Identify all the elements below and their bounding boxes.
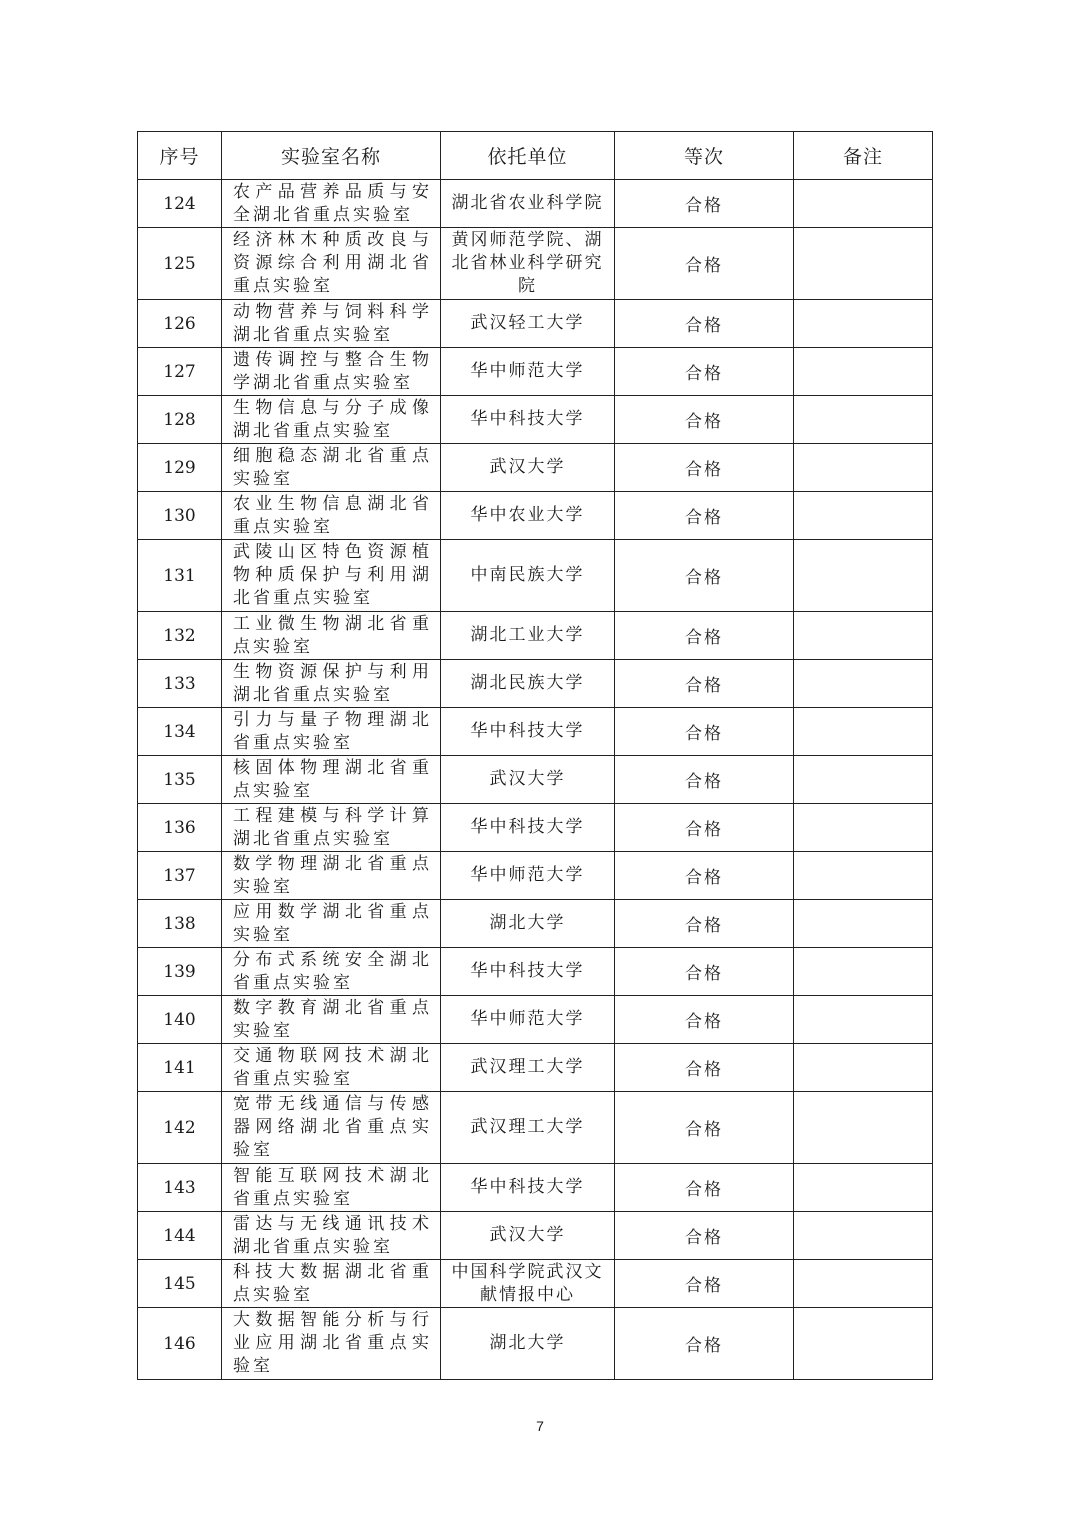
table-row	[138, 948, 933, 996]
cell-grade: 合格	[615, 1164, 794, 1212]
cell-remarks	[794, 396, 933, 444]
table-row	[138, 612, 933, 660]
cell-grade: 合格	[615, 1308, 794, 1380]
cell-host-unit: 华中科技大学	[441, 1164, 615, 1212]
cell-grade: 合格	[615, 852, 794, 900]
table-row	[138, 1092, 933, 1164]
cell-remarks	[794, 1260, 933, 1308]
cell-lab-name: 引力与量子物理湖北省重点实验室	[222, 708, 441, 756]
table-row	[138, 1260, 933, 1308]
table-body	[138, 180, 933, 1380]
cell-host-unit: 中南民族大学	[441, 540, 615, 612]
cell-lab-name: 智能互联网技术湖北省重点实验室	[222, 1164, 441, 1212]
cell-grade: 合格	[615, 804, 794, 852]
cell-serial-number: 143	[138, 1164, 222, 1212]
cell-lab-name: 交通物联网技术湖北省重点实验室	[222, 1044, 441, 1092]
cell-host-unit: 武汉轻工大学	[441, 300, 615, 348]
cell-grade: 合格	[615, 300, 794, 348]
cell-serial-number: 145	[138, 1260, 222, 1308]
cell-host-unit: 华中师范大学	[441, 348, 615, 396]
table-row	[138, 228, 933, 300]
table-row	[138, 540, 933, 612]
table-row	[138, 492, 933, 540]
lab-evaluation-table	[137, 131, 933, 1380]
cell-remarks	[794, 540, 933, 612]
header-grade: 等次	[615, 132, 794, 180]
cell-grade: 合格	[615, 660, 794, 708]
cell-grade: 合格	[615, 1044, 794, 1092]
cell-remarks	[794, 948, 933, 996]
cell-grade: 合格	[615, 348, 794, 396]
cell-remarks	[794, 1212, 933, 1260]
table-row	[138, 1212, 933, 1260]
cell-remarks	[794, 852, 933, 900]
cell-grade: 合格	[615, 180, 794, 228]
cell-grade: 合格	[615, 756, 794, 804]
cell-lab-name: 应用数学湖北省重点实验室	[222, 900, 441, 948]
cell-host-unit: 黄冈师范学院、湖北省林业科学研究院	[441, 228, 615, 300]
cell-host-unit: 湖北省农业科学院	[441, 180, 615, 228]
cell-serial-number: 128	[138, 396, 222, 444]
table-row	[138, 396, 933, 444]
cell-grade: 合格	[615, 540, 794, 612]
cell-lab-name: 工程建模与科学计算湖北省重点实验室	[222, 804, 441, 852]
cell-serial-number: 136	[138, 804, 222, 852]
cell-lab-name: 生物资源保护与利用湖北省重点实验室	[222, 660, 441, 708]
cell-remarks	[794, 1164, 933, 1212]
cell-host-unit: 华中师范大学	[441, 852, 615, 900]
cell-serial-number: 133	[138, 660, 222, 708]
cell-host-unit: 华中科技大学	[441, 396, 615, 444]
cell-serial-number: 137	[138, 852, 222, 900]
cell-serial-number: 130	[138, 492, 222, 540]
cell-grade: 合格	[615, 900, 794, 948]
table-row	[138, 348, 933, 396]
cell-grade: 合格	[615, 948, 794, 996]
cell-serial-number: 146	[138, 1308, 222, 1380]
cell-grade: 合格	[615, 492, 794, 540]
table-row	[138, 660, 933, 708]
cell-lab-name: 大数据智能分析与行业应用湖北省重点实验室	[222, 1308, 441, 1380]
cell-lab-name: 数字教育湖北省重点实验室	[222, 996, 441, 1044]
cell-host-unit: 湖北大学	[441, 1308, 615, 1380]
cell-host-unit: 华中科技大学	[441, 708, 615, 756]
cell-remarks	[794, 660, 933, 708]
cell-lab-name: 农业生物信息湖北省重点实验室	[222, 492, 441, 540]
cell-remarks	[794, 708, 933, 756]
cell-lab-name: 科技大数据湖北省重点实验室	[222, 1260, 441, 1308]
cell-remarks	[794, 444, 933, 492]
cell-grade: 合格	[615, 708, 794, 756]
cell-lab-name: 武陵山区特色资源植物种质保护与利用湖北省重点实验室	[222, 540, 441, 612]
table-row	[138, 900, 933, 948]
cell-serial-number: 126	[138, 300, 222, 348]
cell-grade: 合格	[615, 996, 794, 1044]
cell-grade: 合格	[615, 612, 794, 660]
cell-remarks	[794, 612, 933, 660]
cell-lab-name: 遗传调控与整合生物学湖北省重点实验室	[222, 348, 441, 396]
header-host-unit: 依托单位	[441, 132, 615, 180]
cell-lab-name: 农产品营养品质与安全湖北省重点实验室	[222, 180, 441, 228]
table-row	[138, 804, 933, 852]
cell-host-unit: 湖北民族大学	[441, 660, 615, 708]
cell-grade: 合格	[615, 396, 794, 444]
cell-host-unit: 湖北工业大学	[441, 612, 615, 660]
cell-remarks	[794, 756, 933, 804]
cell-host-unit: 中国科学院武汉文献情报中心	[441, 1260, 615, 1308]
cell-remarks	[794, 348, 933, 396]
cell-remarks	[794, 996, 933, 1044]
cell-remarks	[794, 492, 933, 540]
cell-host-unit: 华中农业大学	[441, 492, 615, 540]
cell-host-unit: 华中科技大学	[441, 948, 615, 996]
cell-grade: 合格	[615, 1212, 794, 1260]
cell-serial-number: 140	[138, 996, 222, 1044]
cell-host-unit: 武汉大学	[441, 1212, 615, 1260]
cell-serial-number: 129	[138, 444, 222, 492]
cell-serial-number: 141	[138, 1044, 222, 1092]
table-row	[138, 1164, 933, 1212]
cell-serial-number: 125	[138, 228, 222, 300]
cell-serial-number: 138	[138, 900, 222, 948]
table-row	[138, 300, 933, 348]
cell-remarks	[794, 228, 933, 300]
cell-host-unit: 华中师范大学	[441, 996, 615, 1044]
header-remarks: 备注	[794, 132, 933, 180]
cell-remarks	[794, 804, 933, 852]
cell-grade: 合格	[615, 228, 794, 300]
header-serial-number: 序号	[138, 132, 222, 180]
table-row	[138, 180, 933, 228]
table-row	[138, 1044, 933, 1092]
table-row	[138, 1308, 933, 1380]
cell-remarks	[794, 1044, 933, 1092]
table-row	[138, 444, 933, 492]
cell-serial-number: 142	[138, 1092, 222, 1164]
cell-serial-number: 131	[138, 540, 222, 612]
cell-lab-name: 生物信息与分子成像湖北省重点实验室	[222, 396, 441, 444]
cell-lab-name: 经济林木种质改良与资源综合利用湖北省重点实验室	[222, 228, 441, 300]
cell-grade: 合格	[615, 444, 794, 492]
cell-lab-name: 动物营养与饲料科学湖北省重点实验室	[222, 300, 441, 348]
page-number: 7	[536, 1418, 544, 1434]
cell-serial-number: 135	[138, 756, 222, 804]
cell-serial-number: 127	[138, 348, 222, 396]
cell-lab-name: 核固体物理湖北省重点实验室	[222, 756, 441, 804]
cell-serial-number: 144	[138, 1212, 222, 1260]
cell-remarks	[794, 900, 933, 948]
cell-lab-name: 数学物理湖北省重点实验室	[222, 852, 441, 900]
cell-host-unit: 华中科技大学	[441, 804, 615, 852]
cell-grade: 合格	[615, 1092, 794, 1164]
cell-serial-number: 132	[138, 612, 222, 660]
table-header-row	[138, 132, 933, 180]
cell-remarks	[794, 1308, 933, 1380]
cell-host-unit: 武汉大学	[441, 756, 615, 804]
cell-lab-name: 雷达与无线通讯技术湖北省重点实验室	[222, 1212, 441, 1260]
cell-lab-name: 宽带无线通信与传感器网络湖北省重点实验室	[222, 1092, 441, 1164]
table-row	[138, 996, 933, 1044]
cell-host-unit: 武汉理工大学	[441, 1092, 615, 1164]
table-row	[138, 708, 933, 756]
cell-serial-number: 139	[138, 948, 222, 996]
cell-remarks	[794, 1092, 933, 1164]
cell-lab-name: 工业微生物湖北省重点实验室	[222, 612, 441, 660]
cell-remarks	[794, 180, 933, 228]
cell-lab-name: 细胞稳态湖北省重点实验室	[222, 444, 441, 492]
table-row	[138, 852, 933, 900]
cell-grade: 合格	[615, 1260, 794, 1308]
cell-host-unit: 武汉理工大学	[441, 1044, 615, 1092]
cell-remarks	[794, 300, 933, 348]
table-row	[138, 756, 933, 804]
cell-serial-number: 134	[138, 708, 222, 756]
header-lab-name: 实验室名称	[222, 132, 441, 180]
cell-host-unit: 湖北大学	[441, 900, 615, 948]
cell-lab-name: 分布式系统安全湖北省重点实验室	[222, 948, 441, 996]
cell-serial-number: 124	[138, 180, 222, 228]
cell-host-unit: 武汉大学	[441, 444, 615, 492]
